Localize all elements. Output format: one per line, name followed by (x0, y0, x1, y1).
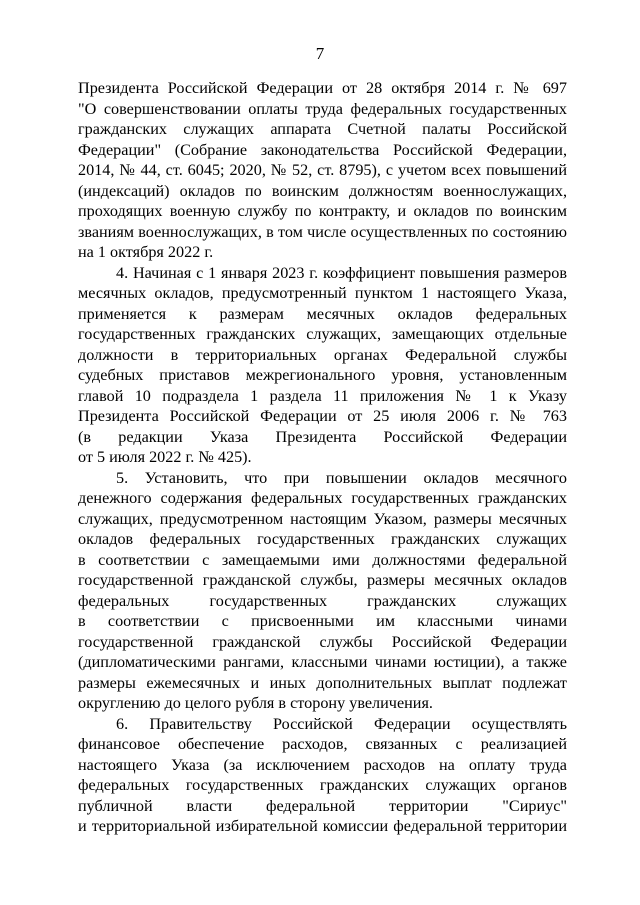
text-line: окладов федеральных государственных гражданских служащих (78, 530, 567, 548)
text-line: (индексаций) окладов по воинским должностям военнослужащих, (78, 181, 567, 200)
text-line: в соответствии с замещаемыми ими должностями федеральной (78, 550, 567, 569)
text-line: судебных приставов межрегионального уровня, установленным (78, 366, 567, 384)
text-line: округлению до целого рубля в сторону увеличения. (78, 694, 433, 712)
text-line: денежного содержания федеральных государственных гражданских (78, 489, 567, 507)
paragraph-5-start: 5. Установить, что при повышении окладов месячного (116, 468, 567, 487)
page-number: 7 (315, 44, 325, 63)
text-line: должности в территориальных органах Федеральной службы (78, 345, 567, 364)
text-line: от 5 июля 2022 г. № 425). (78, 448, 252, 466)
text-line: государственной гражданской службы, размеры месячных окладов (78, 571, 567, 589)
text-line: государственной гражданской службы Российской Федерации (78, 632, 567, 651)
paragraph-6-start: 6. Правительству Российской Федерации осуществлять (116, 714, 567, 733)
text-line: финансовое обеспечение расходов, связанных с реализацией (78, 735, 567, 753)
text-line: служащих, предусмотренном настоящим Указом, размеры месячных (78, 509, 567, 528)
text-line: Федерации" (Собрание законодательства Российской Федерации, (78, 140, 567, 159)
text-line: федеральных государственных гражданских служащих (78, 591, 567, 610)
text-line: применяется к размерам месячных окладов федеральных (78, 304, 567, 323)
text-line: публичной власти федеральной территории "Сириус" (78, 796, 567, 815)
text-line: (дипломатическими рангами, классными чинами юстиции), а также (78, 653, 567, 671)
text-line: федеральных государственных гражданских служащих органов (78, 776, 567, 794)
text-line: (в редакции Указа Президента Российской Федерации (78, 427, 567, 446)
text-line: месячных окладов, предусмотренный пунктом 1 настоящего Указа, (78, 284, 567, 302)
text-line: настоящего Указа (за исключением расходов на оплату труда (78, 755, 567, 774)
text-line: государственных гражданских служащих, замещающих отдельные (78, 325, 567, 343)
text-line: Президента Российской Федерации от 28 октября 2014 г. № 697 (78, 79, 567, 97)
text-line: размеры ежемесячных и иных дополнительных выплат подлежат (78, 673, 567, 692)
text-line: 2014, № 44, ст. 6045; 2020, № 52, ст. 8795), с учетом всех повышений (78, 161, 567, 179)
text-line: в соответствии с присвоенными им классными чинами (78, 612, 567, 630)
text-line: и территориальной избирательной комиссии федеральной территории (78, 817, 567, 835)
document-body (78, 78, 567, 837)
text-line: Президента Российской Федерации от 25 июля 2006 г. № 763 (78, 407, 567, 425)
text-line: на 1 октября 2022 г. (78, 243, 214, 261)
text-line: главой 10 подраздела 1 раздела 11 приложения № 1 к Указу (78, 386, 567, 405)
text-line: званиям военнослужащих, в том числе осуществленных по состоянию (78, 222, 567, 241)
text-line: проходящих военную службу по контракту, и окладов по воинским (78, 202, 567, 220)
text-line: гражданских служащих аппарата Счетной палаты Российской (78, 120, 567, 138)
text-line: "О совершенствовании оплаты труда федеральных государственных (78, 99, 567, 118)
paragraph-4-start: 4. Начиная с 1 января 2023 г. коэффициент повышения размеров (116, 263, 567, 282)
